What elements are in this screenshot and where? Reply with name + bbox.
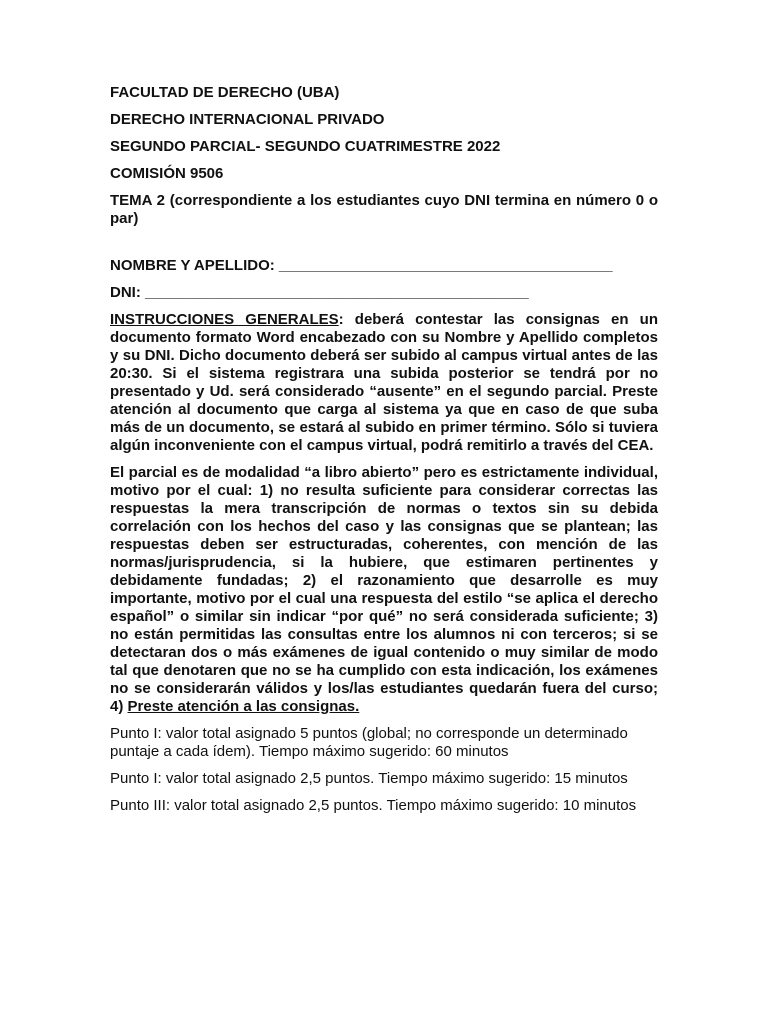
exam-heading: SEGUNDO PARCIAL- SEGUNDO CUATRIMESTRE 2022 xyxy=(110,138,501,155)
document-page xyxy=(110,84,658,824)
punto-item: Punto III: valor total asignado 2,5 puntos. Tiempo máximo sugerido: 10 minutos xyxy=(110,797,637,814)
faculty-heading: FACULTAD DE DERECHO (UBA) xyxy=(110,84,340,101)
general-instructions-text: : deberá contestar las consignas en un documento formato Word encabezado con su Nombre y Apellido completos y su DNI. Dicho documento deberá ser subido al campus virtual antes de las 20:30. Si el sistema registrara una subida posterior se tendrá por no presentado y Ud. será considerado “ausente” en el segundo parcial. Preste atención al documento que carga al sistema ya que en caso de que suba más de un documento, se estará al subido en primer término. Sólo si tuviera algún inconveniente con el campus virtual, podrá remitirlo a través del CEA. xyxy=(110,311,658,454)
punto-item: Punto I: valor total asignado 2,5 puntos. Tiempo máximo sugerido: 15 minutos xyxy=(110,770,628,787)
subject-heading: DERECHO INTERNACIONAL PRIVADO xyxy=(110,111,385,128)
dni-field xyxy=(110,284,658,302)
exam-modality-text: El parcial es de modalidad “a libro abierto” pero es estrictamente individual, motivo por el cual: 1) no resulta suficiente para considerar correctas las respuestas la mera transcripción de normas o textos sin su debida correlación con los hechos del caso y las consignas que se plantean; las respuestas deben ser estructuradas, coherentes, con mención de las normas/jurisprudencia, si la hubiere, que estimaren pertinentes y debidamente fundadas; 2) el razonamiento que desarrolle es muy importante, motivo por el cual una respuesta del estilo “se aplica el derecho español” o similar sin indicar “por qué” no será considerada suficiente; 3) no están permitidas las consultas entre los alumnos ni con terceros; si se detectaran dos o más exámenes de igual contenido o muy similar de modo tal que denotaren que no se ha cumplido con esta indicación, los exámenes no se considerarán válidos y los/las estudiantes quedarán fuera del curso; 4) xyxy=(110,464,658,715)
punto-item: Punto I: valor total asignado 5 puntos (global; no corresponde un determinado puntaje a cada ídem). Tiempo máximo sugerido: 60 minutos xyxy=(110,725,628,760)
name-label: NOMBRE Y APELLIDO: xyxy=(110,257,279,274)
exam-modality-paragraph xyxy=(110,464,658,716)
topic-heading: TEMA 2 (correspondiente a los estudiantes cuyo DNI termina en número 0 o par) xyxy=(110,192,658,227)
general-instructions-paragraph xyxy=(110,311,658,455)
dni-blank-line: ______________________________________________ xyxy=(145,284,529,301)
name-field xyxy=(110,257,658,275)
exam-modality-emphasis: Preste atención a las consignas. xyxy=(127,698,360,715)
commission-heading: COMISIÓN 9506 xyxy=(110,165,224,182)
dni-label: DNI: xyxy=(110,284,145,301)
general-instructions-title: INSTRUCCIONES GENERALES xyxy=(110,311,339,328)
name-blank-line: ________________________________________ xyxy=(278,257,613,274)
